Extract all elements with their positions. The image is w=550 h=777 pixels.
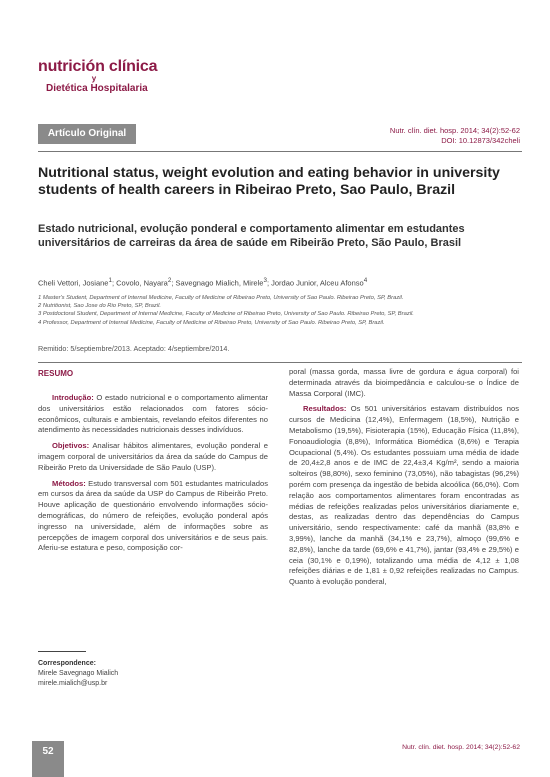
logo-title: nutrición clínica (38, 58, 158, 75)
abstract-heading: RESUMO (38, 369, 74, 378)
affiliation-item: 1 Master's Student, Department of Internal Medicine, Faculty of Medicine of Ribeirao Preto, University of Sao Paulo. Ribeirao Preto, SP, Brazil. (38, 295, 404, 301)
correspondence-name: Mirele Savegnago Mialich (38, 670, 119, 677)
citation-header (390, 126, 520, 146)
logo-subtitle: Dietética Hospitalaria (46, 83, 148, 94)
results-paragraph (289, 404, 519, 588)
affiliation-item: 3 Postdoctoral Student, Department of Internal Medicine, Faculty of Medicine of Ribeirao Preto, University of Sao Paulo. Ribeirao Preto, SP, Brazil. (38, 311, 414, 318)
journal-logo (38, 58, 178, 94)
author-sup: 1 (108, 277, 112, 284)
page-number-box (32, 741, 64, 777)
author-sup: 2 (167, 277, 172, 284)
article-subtitle: Estado nutricional, evolução ponderal e comportamento alimentar em estudantes universitários de carreiras da área de saúde em Ribeirão Preto, São Paulo, Brasil (38, 223, 465, 249)
author-sup: 3 (263, 277, 267, 284)
correspondence-rule (38, 651, 86, 652)
objectives-text: Analisar hábitos alimentares, evolução ponderal e imagem corporal de universitários da área da saúde do Campus de Ribeirão Preto da Universidade de São Paulo (USP). (38, 441, 268, 472)
correspondence-email[interactable]: mirele.mialich@usp.br (38, 680, 108, 687)
affiliation-item: 2 Nutritionist, Sao Jose do Rio Preto, SP, Brazil. (38, 303, 161, 310)
methods-label: Métodos: (52, 478, 86, 488)
intro-text: O estado nutricional e o comportamento alimentar dos universitários estão relacionados com fatores sócio-econômicos, culturais e ambientais, revelando efeitos diferentes no atendimento às necessidades nutricionais desses indivíduos. (38, 393, 268, 435)
author-name: Covolo, Nayara (116, 278, 168, 288)
footer-citation: Nutr. clín. diet. hosp. 2014; 34(2):52-62 (402, 744, 520, 751)
page-number: 52 (42, 746, 54, 757)
section-label: Artículo Original (47, 128, 127, 139)
methods-continued: poral (massa gorda, massa livre de gordura e água corporal) foi determinada através da bioimpedância e calculou-se o Índice de Massa Corporal (IMC). (289, 367, 519, 398)
intro-paragraph (38, 393, 268, 436)
correspondence (38, 659, 118, 689)
doi-line: DOI: 10.12873/342cheli (441, 136, 520, 145)
objectives-label: Objetivos: (52, 441, 90, 451)
author-sup: 4 (363, 277, 368, 284)
affiliations (38, 294, 522, 327)
citation-line: Nutr. clín. diet. hosp. 2014; 34(2):52-62 (389, 126, 520, 135)
author-name: Cheli Vettori, Josiane (38, 278, 109, 288)
submission-dates: Remitido: 5/septiembre/2013. Aceptado: 4/septiembre/2014. (38, 344, 230, 353)
results-label: Resultados: (303, 404, 347, 414)
section-label-box (38, 124, 136, 144)
abstract-divider (38, 362, 522, 363)
objectives-paragraph (38, 441, 268, 473)
correspondence-label: Correspondence: (38, 660, 96, 667)
intro-label: Introdução: (52, 393, 94, 402)
results-text: Os 501 universitários estavam distribuídos nos cursos de Medicina (12,4%), Enfermagem (18,5%), Nutrição e Metabolismo (19,5%), Fisioterapia (15%), Educação Física (11,8%), Fonoaudiologia (8,8%), Informática Biomédica (8,6%) e Terapia Ocupacional (5,4%). Os estudantes possuiam uma média de idade de 20,4±2,8 anos e de IMC de 22,4±3,4 Kg/m², sendo a maioria solteiros (98,80%), sexo feminino (73,05%), não tabagistas (96,2%) porém com presença da ingestão de bebida alcoólica (66,0%). Com relação aos comportamentos alimentares foram encontradas as médias de refeições realizadas pelos universitários diariamente e, destas, as realizadas dentro das dependências do Campus universitário, sendo respectivamente: café da manhã (83,8% e 3,99%), lanche da manhã (34,1% e 23,7%), almoço (99,6% e 82,8%), lanche da tarde (69,6% e 41,7%), jantar (93,4% e 29,5%) e ceia (30,1% e 0,19%), totalizando uma média de 4,12 ± 1,08 refeições diárias e de 1,81 ± 0,92 refeições realizadas no Campus. Quanto à evolução ponderal, (289, 404, 519, 587)
affiliation-item: 4 Professor, Department of Internal Medicine, Faculty of Medicine of Ribeirao Preto, University of Sao Paulo. Ribeirao Preto, SP, Brazil. (38, 319, 385, 326)
author-name: Jordao Junior, Alceu Afonso (271, 278, 364, 288)
methods-text: Estudo transversal com 501 estudantes matriculados em cursos da área da saúde da USP do Campus de Ribeirão Preto. Houve aplicação de questionário envolvendo informações sócio-demográficas, do número de refeições, evolução ponderal após ingresso na universidade, além de informações sobre as percepções de imagem corporal dos universitários e de seus pais. Aferiu-se estatura e peso, composição cor- (38, 478, 268, 553)
article-title: Nutritional status, weight evolution and eating behavior in university students of health careers in Ribeirao Preto, Sao Paulo, Brazil (38, 165, 500, 198)
author-list: Cheli Vettori, Josiane$^1$; Covolo, Nayara$^2$; Savegnago Mialich, Mirele$^3$; Jordao Junior, Alceu Afonso$^4$ (38, 277, 368, 288)
abstract-right-column (289, 367, 519, 593)
author-name: Savegnago Mialich, Mirele (175, 278, 264, 288)
logo-connector: y (91, 74, 97, 83)
abstract-left-column (38, 393, 268, 559)
methods-paragraph (38, 479, 268, 555)
header-divider (38, 151, 522, 152)
